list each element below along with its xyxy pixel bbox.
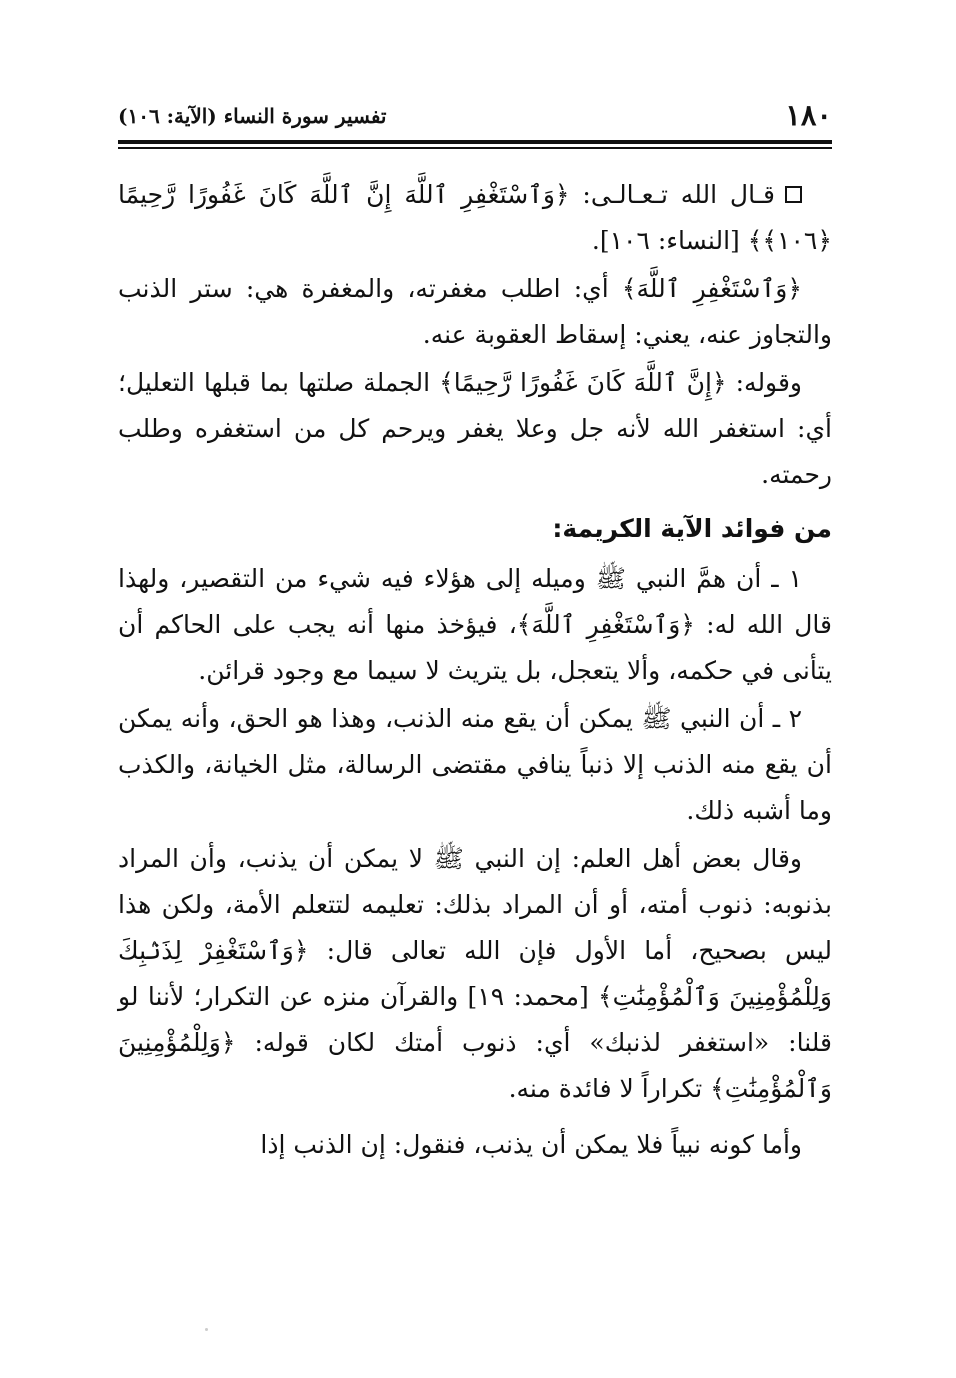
running-title: تفسير سورة النساء (الآية: ١٠٦) [118,104,387,128]
square-bullet-icon [785,186,802,203]
page-number: ١٨٠ [785,98,832,132]
explanation-paragraph: ﴿وَٱسْتَغْفِرِ ٱللَّهَ﴾ أي: اطلب مغفرته، والمغفرة هي: ستر الذنب والتجاوز عنه، يعني: إسقاط العقوبة عنه. [118,274,832,349]
explanation-paragraph: وقوله: ﴿إِنَّ ٱللَّهَ كَانَ غَفُورًا رَّحِيمًا﴾ الجملة صلتها بما قبلها التعليل؛ أي: استغفر الله لأنه جل وعلا يغفر ويرحم كل من استغفره وطلب رحمته. [118,368,832,489]
benefit-point: وأما كونه نبياً فلا يمكن أن يذنب، فنقول: إن الذنب إذا [260,1130,802,1159]
benefit-point: وقال بعض أهل العلم: إن النبي ﷺ لا يمكن أن يذنب، وأن المراد بذنوبه: ذنوب أمته، أو أن المراد بذلك: تعليمه لتتعلم الأمة، ولكن هذا ليس بصحيح، أما الأول فإن الله تعالى قال: ﴿وَٱسْتَغْفِرْ لِذَنۢبِكَ وَلِلْمُؤْمِنِينَ وَٱلْمُؤْمِنَٰتِ﴾ [محمد: ١٩] والقرآن منزه عن التكرار؛ لأننا لو قلنا: «استغفر لذنبك» أي: ذنوب أمتك لكان قوله: ﴿وَلِلْمُؤْمِنِينَ وَٱلْمُؤْمِنَٰتِ﴾ تكراراً لا فائدة منه. [118,844,832,1103]
header-rule-thin [118,147,832,149]
verse-paragraph [118,172,832,264]
benefit-point: ٢ ـ أن النبي ﷺ يمكن أن يقع منه الذنب، وهذا هو الحق، وأنه يمكن أن يقع منه الذنب إلا ذنباً ينافي مقتضى الرسالة، مثل الخيانة، والكذب وما أشبه ذلك. [118,704,832,825]
page-body [118,172,832,1170]
scan-speck [205,1328,208,1331]
header-rule-thick [118,140,832,144]
page-header [118,98,832,138]
verse-text: قـال الله تـعـالـى: ﴿وَٱسْتَغْفِرِ ٱللَّهَ إِنَّ ٱللَّهَ كَانَ غَفُورًا رَّحِيمًا ﴿١٠٦﴾﴾ [النساء: ١٠٦]. [118,180,832,255]
section-heading: من فوائد الآية الكريمة: [552,514,832,543]
benefit-point: ١ ـ أن همَّ النبي ﷺ وميله إلى هؤلاء فيه شيء من التقصير، ولهذا قال الله له: ﴿وَٱسْتَغْفِرِ ٱللَّهَ﴾، فيؤخذ منها أنه يجب على الحاكم أن يتأنى في حكمه، وألا يتعجل، بل يتريث لا سيما مع وجود قرائن. [118,564,832,685]
